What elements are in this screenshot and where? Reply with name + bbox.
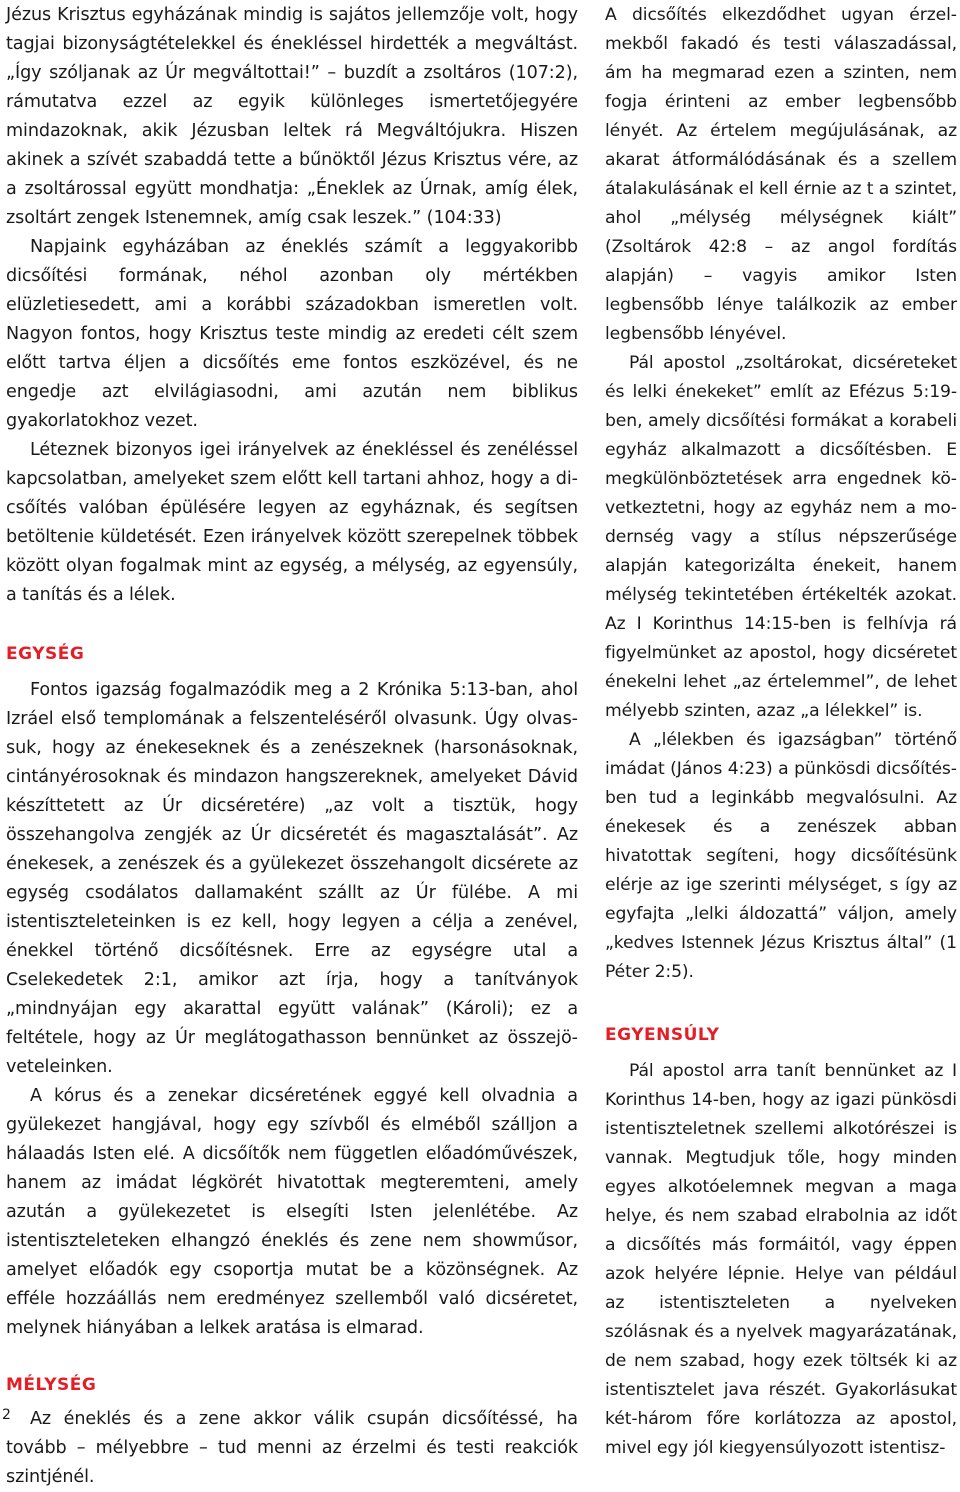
left-column: [6, 0, 578, 1492]
section-heading-balance: EGYENSÚLY: [605, 1025, 720, 1045]
paragraph: A kórus és a zenekar dicséretének eggyé kell olvadnia a gyülekezet hangjával, hogy egy szívből és elméből szálljon a hálaadás Isten elé. A dicsőítők nem független előadóművészek, hanem az imádat légkörét hivatottak megteremteni, amely azután a gyülekezetet is elsegíti Isten jelenlétébe. Az istentiszteleteken elhangzó éneklés és zene nem showműsor, amelyet előadók egy csoportja mutat be a közönségnek. Az efféle hozzáállás nem eredményez szellemből való dicséretet, melynek hiányában a lelkek aratása is elmarad.: [6, 1086, 578, 1338]
paragraph: Jézus Krisztus egyházának mindig is sajátos jellemzője volt, hogy tagjai bizonyságtételekkel és énekléssel hirdették a megváltást. „Így szóljanak az Úr megváltottai!” – buzdít a zsoltáros (107:2), rámutatva ezzel az egyik különleges ismertetőjegyére mindazoknak, akik Jézusban leltek rá Megváltójukra. Hiszen akinek a szívét szabaddá tette a bűnöktől Jézus Krisztus vére, az a zsoltárossal együtt mondhatja: „Éneklek az Úrnak, amíg élek, zsoltárt zengek Istenemnek, amíg csak leszek.” (104:33): [6, 5, 578, 228]
section-heading-unity: EGYSÉG: [6, 644, 85, 664]
section-heading-depth: MÉLYSÉG: [6, 1375, 97, 1395]
paragraph: Léteznek bizonyos igei irányelvek az énekléssel és zenéléssel kapcsolatban, amelyeket szem előtt kell tartani ahhoz, hogy a dicsőítés valóban épülésére legyen az egyháznak, és segítsen betöltenie küldetését. Ezen irányelvek között szerepelnek többek között olyan fogalmak mint az egység, a mélység, az egyensúly, a tanítás és a lélek.: [6, 440, 578, 605]
paragraph: Pál apostol arra tanít bennünket az I Korinthus 14-ben, hogy az igazi pünkösdi istentiszteletnek szellemi alkotórészei is vannak. Megtudjuk tőle, hogy minden egyes alkotóelemnek megvan a maga helye, és nem szabad elrabolnia az időt a dicsőítés más formáitól, vagy éppen azok helyére lépnie. Helye van például az istentiszteleten a nyelveken szólásnak és a nyelvek magyarázatának, de nem szabad, hogy ezek töltsék ki az istentisztelet java részét. Gyakorlásukat két-három főre korlátozza az apostol, mivel egy jól kiegyensúlyozott istentisz-: [605, 1061, 957, 1458]
page-number: 2: [2, 1407, 11, 1423]
paragraph: Fontos igazság fogalmazódik meg a 2 Krónika 5:13-ban, ahol Izráel első templomának a felszenteléséről olvasunk. Úgy olvassuk, hogy az énekeseknek és a zenészeknek (harsonásoknak, cintányérosoknak és mindazon hangszereknek, amelyeket Dávid készíttetett az Úr dicséretére) „az volt a tisztük, hogy összehangolva zengjék az Úr dicséretét és magasztalását”. Az énekesek, a zenészek és a gyülekezet összehangolt dicsérete az egység csodálatos dallamaként szállt az Úr fülébe. A mi istentiszteleteinken is ez kell, hogy legyen a célja a zenével, énekkel történő dicsőítésnek. Erre az egységre utal a Cselekedetek 2:1, amikor azt írja, hogy a tanítványok „mindnyájan egy akarattal együtt valának” (Károli); ez a feltétele, hogy az Úr meglátogathasson bennünket az összejöveteleinken.: [6, 680, 578, 1077]
paragraph: A dicsőítés elkezdődhet ugyan érzelmekből fakadó és testi válaszadással, ám ha megmarad ezen a szinten, nem fogja érinteni az ember legbensőbb lényét. Az értelem megújulásának, az akarat átformálódásának és a szellem átalakulásának el kell érnie az t a szintet, ahol „mélység mélységnek kiált” (Zsoltárok 42:8 – az angol fordítás alapján) – vagyis amikor Isten legbensőbb lénye találkozik az ember legbensőbb lényével.: [605, 5, 957, 344]
paragraph: Pál apostol „zsoltárokat, dicséreteket és lelki énekeket” említ az Efézus 5:19-ben, amely dicsőítési formákat a korabeli egyház alkalmazott a dicsőítésben. E megkülönböztetések arra engednek következtetni, hogy az egyház nem a modernség vagy a stílus népszerűsége alapján kategorizálta énekeit, hanem mélység tekintetében értékelték azokat. Az I Korinthus 14:15-ben is felhívja rá figyelmünket az apostol, hogy dicséretet énekelni lehet „az értelemmel”, de lehet mélyebb szinten, azaz „a lélekkel” is.: [605, 353, 957, 721]
paragraph: A „lélekben és igazságban” történő imádat (János 4:23) a pünkösdi dicsőítésben tud a leginkább megvalósulni. Az énekesek és a zenészek abban hivatottak segíteni, hogy dicsőítésünk elérje az ige szerinti mélységet, s így az egyfajta „lelki áldozattá” váljon, amely „kedves Istennek Jézus Krisztus által” (1 Péter 2:5).: [605, 730, 957, 982]
paragraph: Az éneklés és a zene akkor válik csupán dicsőítéssé, ha tovább – mélyebbre – tud menni az érzelmi és testi reakciók szintjénél.: [6, 1409, 578, 1487]
paragraph: Napjaink egyházában az éneklés számít a leggyakoribb dicsőítési formának, néhol azonban oly mértékben elüzletiesedett, ami a korábbi századokban ismeretlen volt. Nagyon fontos, hogy Krisztus teste mindig az eredeti célt szem előtt tartva éljen a dicsőítés eme fontos eszközével, és ne engedje azt elvilágiasodni, ami azután nem biblikus gyakorlatokhoz vezet.: [6, 237, 578, 431]
right-column: [605, 0, 957, 1463]
